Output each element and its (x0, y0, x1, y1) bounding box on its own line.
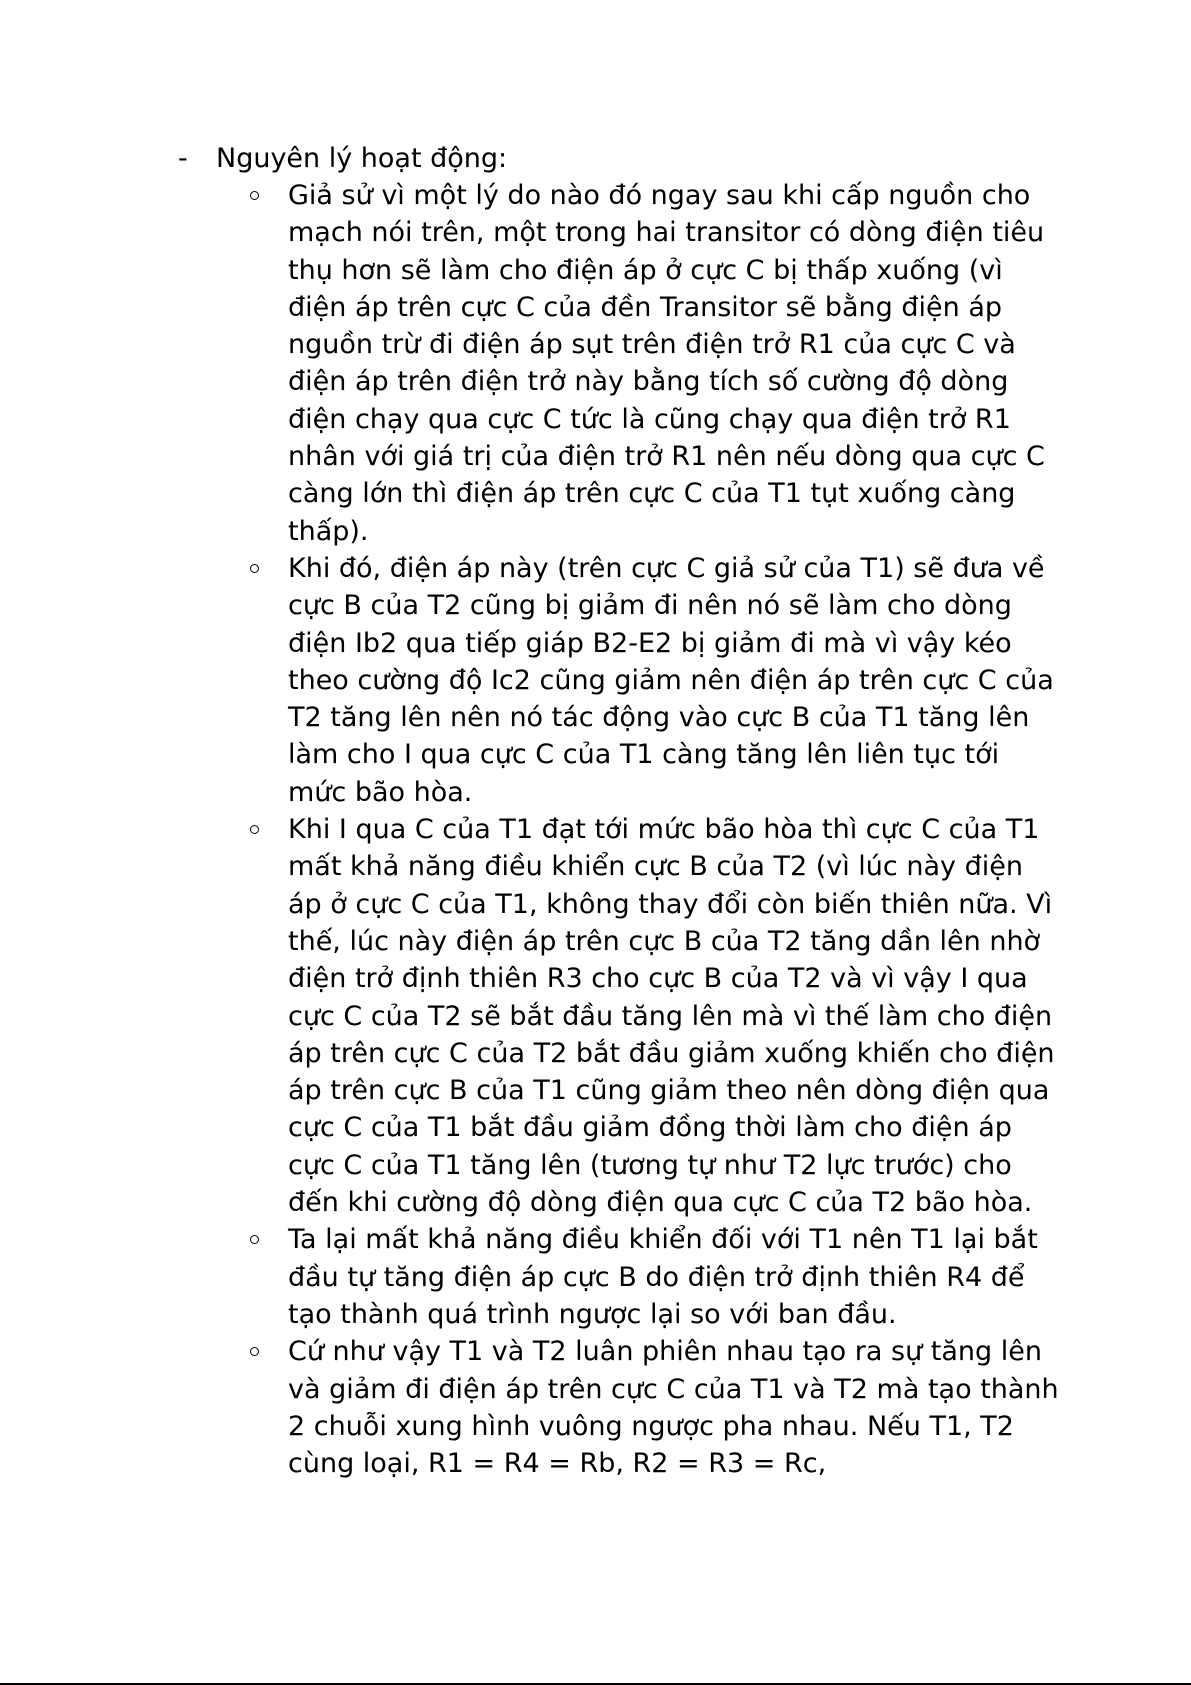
operating-principle-section (178, 140, 1058, 1482)
list-item (178, 1221, 1060, 1333)
circle-bullet-icon (250, 825, 259, 834)
circle-bullet-icon (250, 1235, 259, 1244)
circle-bullet-icon (250, 564, 259, 573)
list-item (178, 1333, 1060, 1482)
list-item-text: Giả sử vì một lý do nào đó ngay sau khi cấp nguồn cho mạch nói trên, một trong hai transitor có dòng điện tiêu thụ hơn sẽ làm cho điện áp ở cực C bị thấp xuống (vì điện áp trên cực C của đền Transitor sẽ bằng điện áp nguồn trừ đi điện áp sụt trên điện trở R1 của cực C và điện áp trên điện trở này bằng tích số cường độ dòng điện chạy qua cực C tức là cũng chạy qua điện trở R1 nhân với giá trị của điện trở R1 nên nếu dòng qua cực C càng lớn thì điện áp trên cực C của T1 tụt xuống càng thấp). (288, 180, 1045, 547)
explanation-list (178, 177, 1058, 1482)
circle-bullet-icon (250, 191, 259, 200)
list-item (178, 550, 1060, 811)
list-item-text: Cứ như vậy T1 và T2 luân phiên nhau tạo ra sự tăng lên và giảm đi điện áp trên cực C của T1 và T2 mà tạo thành 2 chuỗi xung hình vuông ngược pha nhau. Nếu T1, T2 cùng loại, R1 = R4 = Rb, R2 = R3 = Rc, (288, 1336, 1059, 1480)
list-item-text: Ta lại mất khả năng điều khiển đối với T1 nên T1 lại bắt đầu tự tăng điện áp cực B do điện trở định thiên R4 để tạo thành quá trình ngược lại so với ban đầu. (288, 1224, 1038, 1330)
list-item-text: Khi I qua C của T1 đạt tới mức bão hòa thì cực C của T1 mất khả năng điều khiển cực B của T2 (vì lúc này điện áp ở cực C của T1, không thay đổi còn biến thiên nữa. Vì thế, lúc này điện áp trên cực B của T2 tăng dần lên nhờ điện trở định thiên R3 cho cực B của T2 và vì vậy I qua cực C của T2 sẽ bắt đầu tăng lên mà vì thế làm cho điện áp trên cực C của T2 bắt đầu giảm xuống khiến cho điện áp trên cực B của T1 cũng giảm theo nên dòng điện qua cực C của T1 bắt đầu giảm đồng thời làm cho điện áp cực C của T1 tăng lên (tương tự như T2 lực trước) cho đến khi cường độ dòng điện qua cực C của T2 bão hòa. (288, 814, 1055, 1219)
section-heading-item (178, 140, 1058, 177)
list-item (178, 177, 1060, 550)
circle-bullet-icon (250, 1347, 259, 1356)
section-heading: Nguyên lý hoạt động: (216, 143, 508, 174)
list-item-text: Khi đó, điện áp này (trên cực C giả sử của T1) sẽ đưa về cực B của T2 cũng bị giảm đi nên nó sẽ làm cho dòng điện Ib2 qua tiếp giáp B2-E2 bị giảm đi mà vì vậy kéo theo cường độ Ic2 cũng giảm nên điện áp trên cực C của T2 tăng lên nên nó tác động vào cực B của T1 tăng lên làm cho I qua cực C của T1 càng tăng lên liên tục tới mức bão hòa. (288, 552, 1054, 808)
list-item (178, 811, 1060, 1221)
dash-bullet: - (178, 143, 188, 174)
